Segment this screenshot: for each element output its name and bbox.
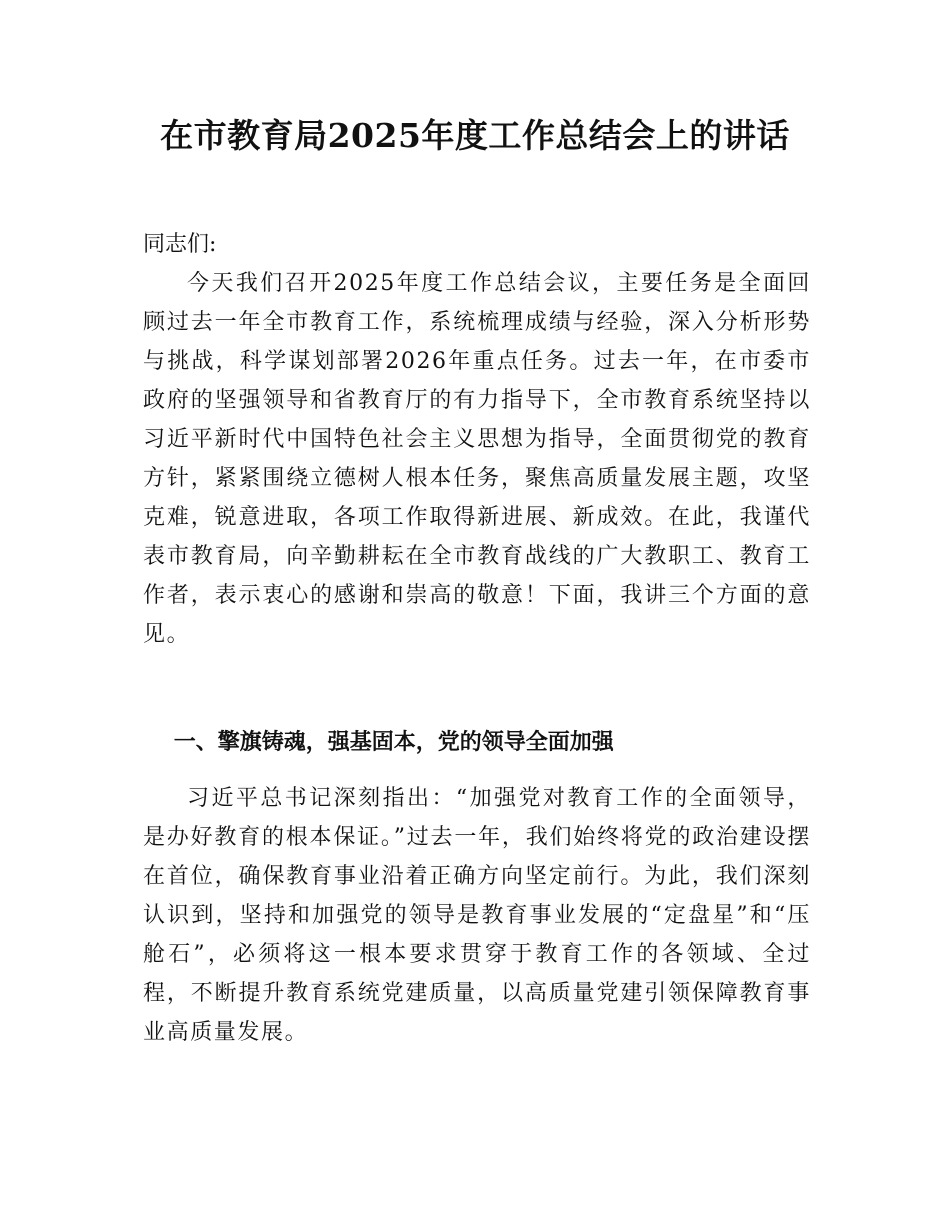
paragraph-intro: 今天我们召开2025年度工作总结会议，主要任务是全面回顾过去一年全市教育工作，系统梳理成绩与经验，深入分析形势与挑战，科学谋划部署2026年重点任务。过去一年，在市委市政府的坚强领导和省教育厅的有力指导下，全市教育系统坚持以习近平新时代中国特色社会主义思想为指导，全面贯彻党的教育方针，紧紧围绕立德树人根本任务，聚焦高质量发展主题，攻坚克难，锐意进取，各项工作取得新进展、新成效。在此，我谨代表市教育局，向辛勤耕耘在全市教育战线的广大教职工、教育工作者，表示衷心的感谢和崇高的敬意！下面，我讲三个方面的意见。 (143, 271, 811, 647)
section-heading: 一、擎旗铸魂，强基固本，党的领导全面加强 (173, 730, 614, 755)
paragraph-section-1: 习近平总书记深刻指出：“加强党对教育工作的全面领导，是办好教育的根本保证。”过去一年，我们始终将党的政治建设摆在首位，确保教育事业沿着正确方向坚定前行。为此，我们深刻认识到，坚持和加强党的领导是教育事业发展的“定盘星”和“压舱石”，必须将这一根本要求贯穿于教育工作的各领域、全过程，不断提升教育系统党建质量，以高质量党建引领保障教育事业高质量发展。 (143, 786, 811, 1045)
document-title: 在市教育局2025年度工作总结会上的讲话 (160, 116, 790, 155)
greeting: 同志们: (143, 232, 217, 257)
